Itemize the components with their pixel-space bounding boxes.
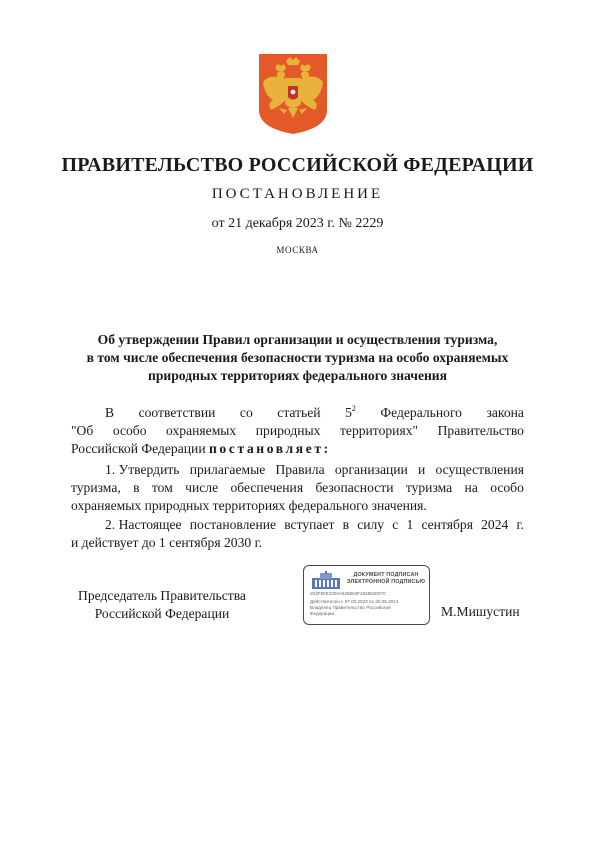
text-line: туризма, в том числе обеспечения безопасности туризма на особо — [71, 480, 524, 495]
text-line: охраняемых природных территориях федерального значения. — [71, 498, 427, 513]
subject-line: Об утверждении Правил организации и осуществления туризма, — [97, 332, 498, 347]
double-headed-eagle-icon — [257, 52, 329, 136]
stamp-certificate: 203F90E3320A628663F284883067C — [310, 591, 387, 596]
item-1-paragraph — [71, 461, 524, 515]
decree-subject — [60, 331, 535, 385]
signatory-position: Председатель Правительства Российской Федерации — [78, 588, 246, 621]
document-type: ПОСТАНОВЛЕНИЕ — [211, 186, 384, 202]
preamble-paragraph — [71, 404, 524, 458]
text-line: "Об особо охраняемых природных территориях" Правительство — [71, 423, 524, 438]
stamp-owner: Владелец Правительство Российской — [310, 605, 391, 610]
text-line: В соответствии со статьей $5^2$ Федерального закона — [105, 404, 524, 420]
government-building-icon — [310, 571, 342, 591]
item-2-paragraph — [71, 516, 524, 552]
city: МОСКВА — [276, 245, 319, 255]
stamp-title: ДОКУМЕНТ ПОДПИСАН ЭЛЕКТРОННОЙ ПОДПИСЬЮ — [346, 572, 426, 585]
subject-line: в том числе обеспечения безопасности туризма на особо охраняемых — [86, 350, 509, 365]
text-line: 2. Настоящее постановление вступает в силу с 1 сентября 2024 г. — [105, 517, 524, 532]
subject-line: природных территориях федерального значения — [148, 368, 447, 383]
electronic-signature-stamp — [303, 565, 430, 625]
article-superscript: 2 — [351, 404, 356, 413]
text-line: и действует до 1 сентября 2030 г. — [71, 535, 263, 550]
signatory-name: М.Мишустин — [441, 604, 520, 619]
stamp-validity: Действителен с 07.03.2023 по 30.05.2024 — [310, 599, 399, 604]
stamp-owner: Федерации — [310, 611, 335, 616]
decree-date-number: от 21 декабря 2023 г. № 2229 — [211, 216, 384, 231]
government-title: ПРАВИТЕЛЬСТВО РОССИЙСКОЙ ФЕДЕРАЦИИ — [61, 154, 534, 176]
coat-of-arms-emblem — [257, 52, 329, 136]
text-line: Российской Федерации постановляет: — [71, 441, 331, 456]
text-line: 1. Утвердить прилагаемые Правила организации и осуществления — [105, 462, 524, 477]
decree-keyword: постановляет: — [209, 441, 331, 456]
